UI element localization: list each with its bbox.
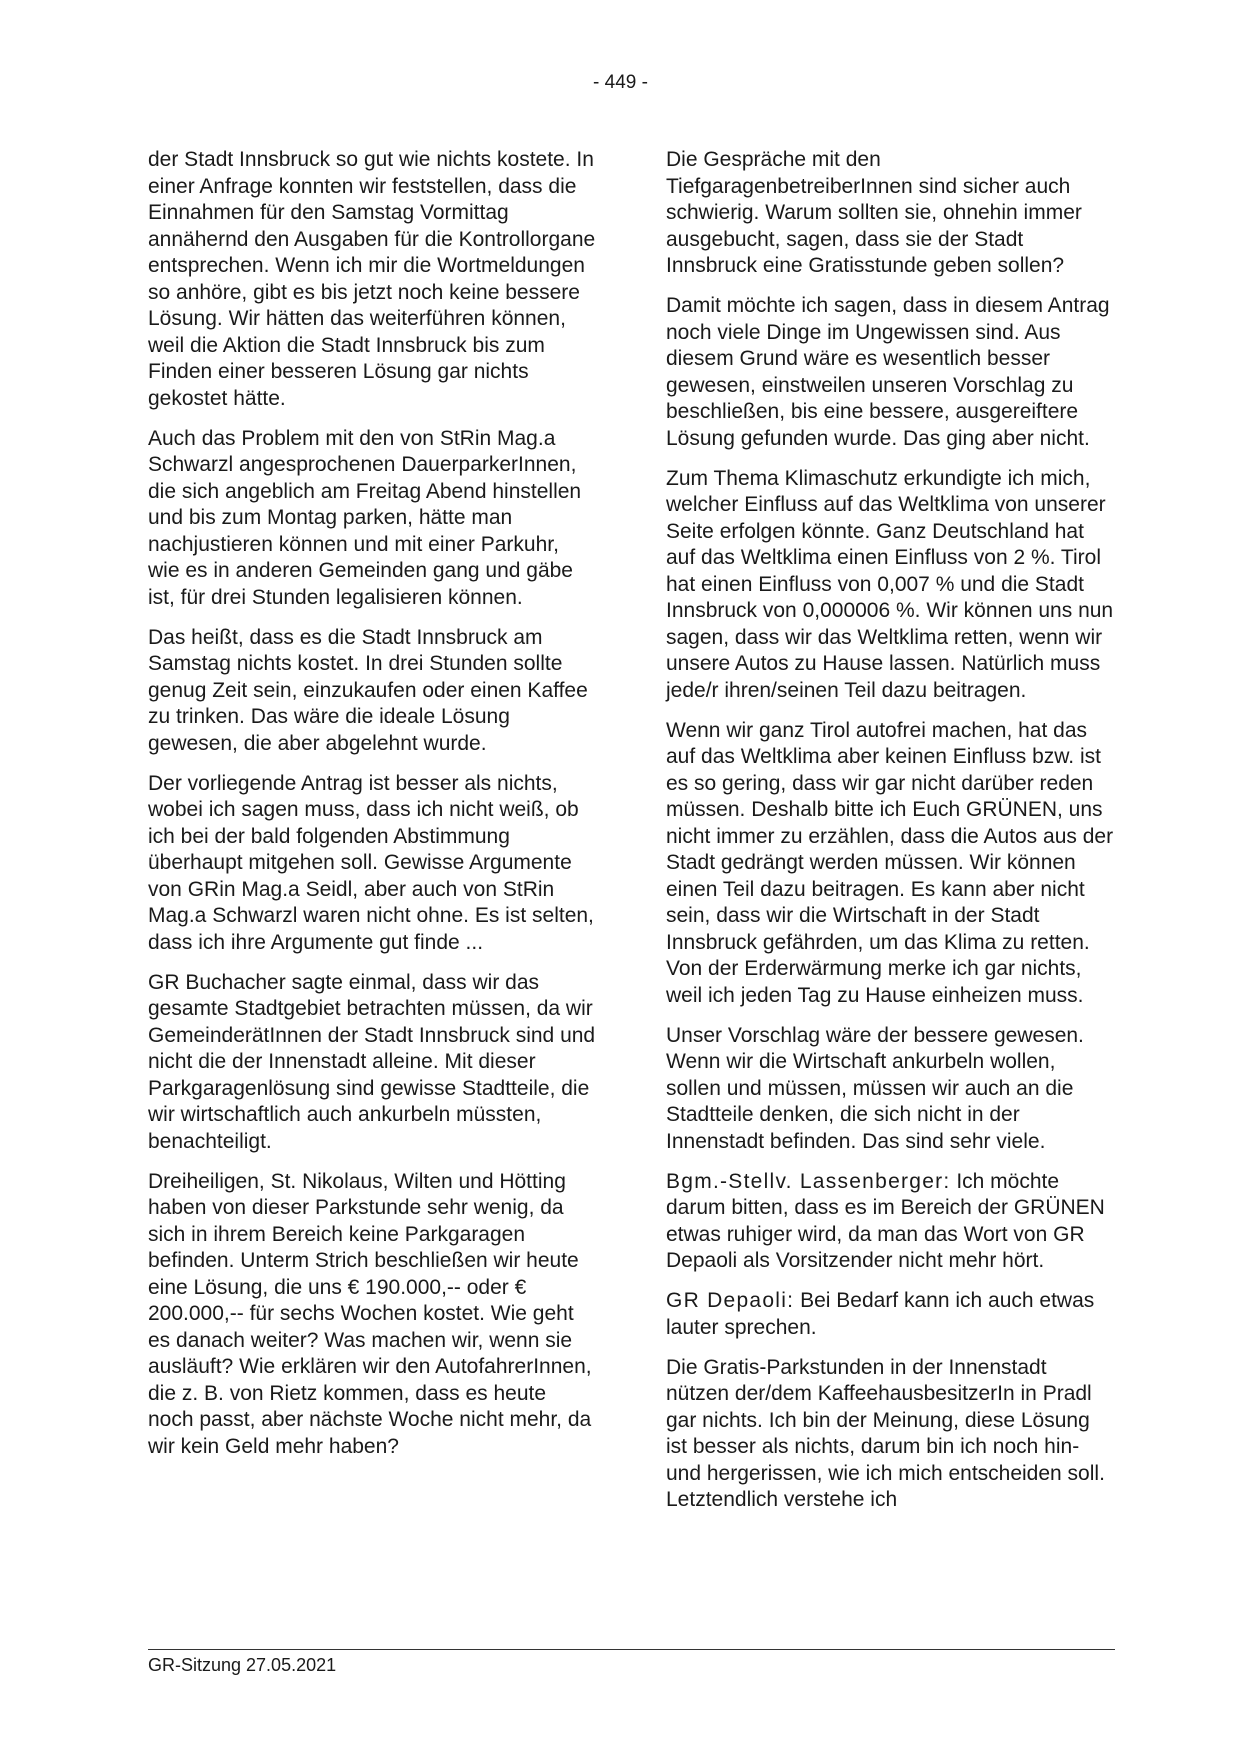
paragraph: Die Gratis-Parkstunden in der Innenstadt nützen der/dem KaffeehausbesitzerIn in Pradl gar nichts. Ich bin der Meinung, diese Lösung ist besser als nichts, darum bin ich noch hin- und hergerissen, wie ich mich entscheiden soll. Letztendlich verstehe ich	[666, 1355, 1105, 1511]
left-column	[148, 147, 596, 1474]
footer-divider	[148, 1649, 1115, 1650]
paragraph: Zum Thema Klimaschutz erkundigte ich mich, welcher Einfluss auf das Weltklima von unserer Seite erfolgen könnte. Ganz Deutschland hat auf das Weltklima einen Einfluss von 2 %. Tirol hat einen Einfluss von 0,007 % und die Stadt Innsbruck von 0,000006 %. Wir können uns nun sagen, dass wir das Weltklima retten, wenn wir unsere Autos zu Hause lassen. Natürlich muss jede/r ihren/seinen Teil dazu beitragen.	[666, 466, 1114, 702]
speaker-name: Bgm.-Stellv. Lassenberger:	[666, 1169, 951, 1193]
footer-session-date: GR-Sitzung 27.05.2021	[148, 1655, 337, 1675]
paragraph: der Stadt Innsbruck so gut wie nichts kostete. In einer Anfrage konnten wir feststellen, dass die Einnahmen für den Samstag Vormittag annähernd den Ausgaben für die Kontrollorgane entsprechen. Wenn ich mir die Wortmeldungen so anhöre, gibt es bis jetzt noch keine bessere Lösung. Wir hätten das weiterführen können, weil die Aktion die Stadt Innsbruck bis zum Finden einer besseren Lösung gar nichts gekostet hätte.	[148, 148, 596, 410]
paragraph: Auch das Problem mit den von StRin Mag.a Schwarzl angesprochenen DauerparkerInnen, die sich angeblich am Freitag Abend hinstellen und bis zum Montag parken, hätte man nachjustieren können und mit einer Parkuhr, wie es in anderen Gemeinden gang und gäbe ist, für drei Stunden legalisieren können.	[148, 426, 582, 609]
paragraph: GR Buchacher sagte einmal, dass wir das gesamte Stadtgebiet betrachten müssen, da wir GemeinderätInnen der Stadt Innsbruck sind und nicht die der Innenstadt alleine. Mit dieser Parkgaragenlösung sind gewisse Stadtteile, die wir wirtschaftlich auch ankurbeln müssten, benachteiligt.	[148, 970, 596, 1153]
paragraph: Die Gespräche mit den TiefgaragenbetreiberInnen sind sicher auch schwierig. Warum sollten sie, ohnehin immer ausgebucht, sagen, dass sie der Stadt Innsbruck eine Gratisstunde geben sollen?	[666, 148, 1082, 277]
paragraph: Das heißt, dass es die Stadt Innsbruck am Samstag nichts kostet. In drei Stunden sollte genug Zeit sein, einzukaufen oder einen Kaffee zu trinken. Das wäre die ideale Lösung gewesen, die aber abgelehnt wurde.	[148, 625, 588, 755]
speaker-paragraph	[666, 1288, 1114, 1341]
speech-text: Ich möchte darum bitten, dass es im Bereich der GRÜNEN etwas ruhiger wird, da man das Wort von GR Depaoli als Vorsitzender nicht mehr hört.	[666, 1169, 1105, 1272]
right-column	[666, 147, 1114, 1527]
paragraph: Damit möchte ich sagen, dass in diesem Antrag noch viele Dinge im Ungewissen sind. Aus diesem Grund wäre es wesentlich besser gewesen, einstweilen unseren Vorschlag zu beschließen, bis eine bessere, ausgereiftere Lösung gefunden wurde. Das ging aber nicht.	[666, 294, 1110, 450]
paragraph: Wenn wir ganz Tirol autofrei machen, hat das auf das Weltklima aber keinen Einfluss bzw. ist es so gering, dass wir gar nicht darüber reden müssen. Deshalb bitte ich Euch GRÜNEN, uns nicht immer zu erzählen, dass die Autos aus der Stadt gedrängt werden müssen. Wir können einen Teil dazu beitragen. Es kann aber nicht sein, dass wir die Wirtschaft in der Stadt Innsbruck gefährden, um das Klima zu retten. Von der Erderwärmung merke ich gar nichts, weil ich jeden Tag zu Hause einheizen muss.	[666, 718, 1114, 1007]
speaker-paragraph	[666, 1169, 1114, 1275]
speaker-name: GR Depaoli:	[666, 1289, 795, 1312]
speech-text: Bei Bedarf kann ich auch etwas lauter sprechen.	[666, 1289, 1095, 1339]
paragraph: Unser Vorschlag wäre der bessere gewesen. Wenn wir die Wirtschaft ankurbeln wollen, sollen und müssen, müssen wir auch an die Stadtteile denken, die sich nicht in der Innenstadt befinden. Das sind sehr viele.	[666, 1023, 1084, 1153]
paragraph: Dreiheiligen, St. Nikolaus, Wilten und Hötting haben von dieser Parkstunde sehr wenig, da sich in ihrem Bereich keine Parkgaragen befinden. Unterm Strich beschließen wir heute eine Lösung, die uns € 190.000,-- oder € 200.000,-- für sechs Wochen kostet. Wie geht es danach weiter? Was machen wir, wenn sie ausläuft? Wie erklären wir den AutofahrerInnen, die z. B. von Rietz kommen, dass es heute noch passt, aber nächste Woche nicht mehr, da wir kein Geld mehr haben?	[148, 1169, 592, 1458]
paragraph: Der vorliegende Antrag ist besser als nichts, wobei ich sagen muss, dass ich nicht weiß, ob ich bei der bald folgenden Abstimmung überhaupt mitgehen soll. Gewisse Argumente von GRin Mag.a Seidl, aber auch von StRin Mag.a Schwarzl waren nicht ohne. Es ist selten, dass ich ihre Argumente gut finde ...	[148, 771, 594, 954]
page-number: - 449 -	[593, 72, 648, 93]
